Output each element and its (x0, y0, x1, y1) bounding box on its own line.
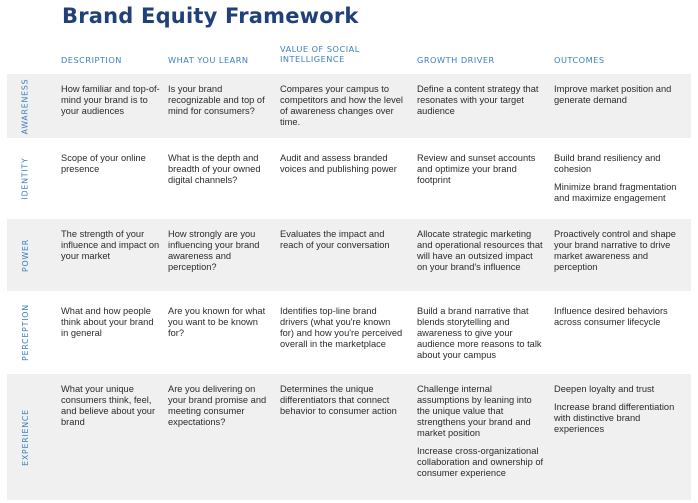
table-cell (168, 229, 268, 273)
table-cell (280, 384, 405, 417)
table-cell (417, 384, 545, 479)
table-cell (61, 229, 161, 262)
table-cell (417, 153, 545, 186)
cell-text: How familiar and top-of-mind your brand is to your audiences (61, 84, 160, 116)
table-cell (417, 229, 545, 273)
cell-text: Identifies top-line brand drivers (what you're known for) and how you're perceived overall in the marketplace (280, 306, 403, 349)
cell-text: Challenge internal assumptions by leaning into the unique value that strengthens your brand and market position (417, 384, 532, 438)
cell-text: Minimize brand fragmentation and maximize engagement (554, 182, 677, 203)
column-header: GROWTH DRIVER (417, 55, 495, 65)
table-cell (168, 153, 268, 186)
cell-text: What is the depth and breadth of your owned digital channels? (168, 153, 261, 185)
table-cell (280, 153, 405, 175)
table-cell (554, 306, 684, 328)
cell-text: Influence desired behaviors across consumer lifecycle (554, 306, 668, 327)
table-cell (61, 306, 161, 339)
row-label: EXPERIENCE (20, 408, 30, 466)
cell-text: Determines the unique differentiators that connect behavior to consumer action (280, 384, 397, 416)
cell-text: Increase cross-organizational collaboration and ownership of consumer experience (417, 446, 544, 478)
table-cell (554, 84, 684, 106)
column-header: OUTCOMES (554, 55, 605, 65)
cell-text: Are you known for what you want to be known for? (168, 306, 266, 338)
cell-text: The strength of your influence and impact on your market (61, 229, 160, 261)
row-label-container (7, 374, 43, 500)
cell-text: Is your brand recognizable and top of mind for consumers? (168, 84, 265, 116)
cell-text: How strongly are you influencing your brand awareness and perception? (168, 229, 260, 272)
cell-text: Evaluates the impact and reach of your conversation (280, 229, 390, 250)
cell-text: Deepen loyalty and trust (554, 384, 655, 394)
row-label: PERCEPTION (20, 304, 30, 361)
cell-text: What your unique consumers think, feel, and believe about your brand (61, 384, 156, 427)
cell-text: Build a brand narrative that blends storytelling and awareness to give your audience more reasons to talk about your campus (417, 306, 542, 360)
column-header: DESCRIPTION (61, 55, 122, 65)
table-cell (61, 153, 161, 175)
row-label-container (7, 143, 43, 214)
column-header: WHAT YOU LEARN (168, 55, 249, 65)
table-cell (554, 153, 684, 204)
row-label: IDENTITY (20, 157, 30, 200)
cell-text: Build brand resiliency and cohesion (554, 153, 661, 174)
row-label-container (7, 219, 43, 291)
cell-text: What and how people think about your brand in general (61, 306, 154, 338)
cell-text: Audit and assess branded voices and publishing power (280, 153, 397, 174)
table-cell (168, 384, 268, 428)
table-cell (417, 84, 545, 117)
page-title: Brand Equity Framework (62, 4, 359, 28)
row-label: POWER (20, 238, 30, 272)
cell-text: Define a content strategy that resonates with your target audience (417, 84, 539, 116)
column-header: VALUE OF SOCIAL INTELLIGENCE (280, 44, 360, 64)
row-label: AWARENESS (20, 78, 30, 134)
cell-text: Scope of your online presence (61, 153, 146, 174)
table-cell (61, 384, 161, 428)
cell-text: Review and sunset accounts and optimize your brand footprint (417, 153, 536, 185)
table-cell (168, 84, 268, 117)
table-cell (168, 306, 268, 339)
row-label-container (7, 296, 43, 369)
cell-text: Proactively control and shape your brand narrative to drive market awareness and perception (554, 229, 676, 272)
cell-text: Allocate strategic marketing and operational resources that will have an outsized impact on your brand's influence (417, 229, 543, 272)
cell-text: Compares your campus to competitors and how the level of awareness changes over time. (280, 84, 403, 127)
cell-text: Are you delivering on your brand promise and meeting consumer expectations? (168, 384, 267, 427)
table-cell (280, 306, 405, 350)
table-cell (417, 306, 545, 361)
table-cell (61, 84, 161, 117)
table-cell (280, 229, 405, 251)
table-cell (554, 229, 684, 273)
cell-text: Increase brand differentiation with distinctive brand experiences (554, 402, 675, 434)
table-cell (280, 84, 405, 128)
table-cell (554, 384, 684, 435)
cell-text: Improve market position and generate demand (554, 84, 672, 105)
row-label-container (7, 74, 43, 138)
